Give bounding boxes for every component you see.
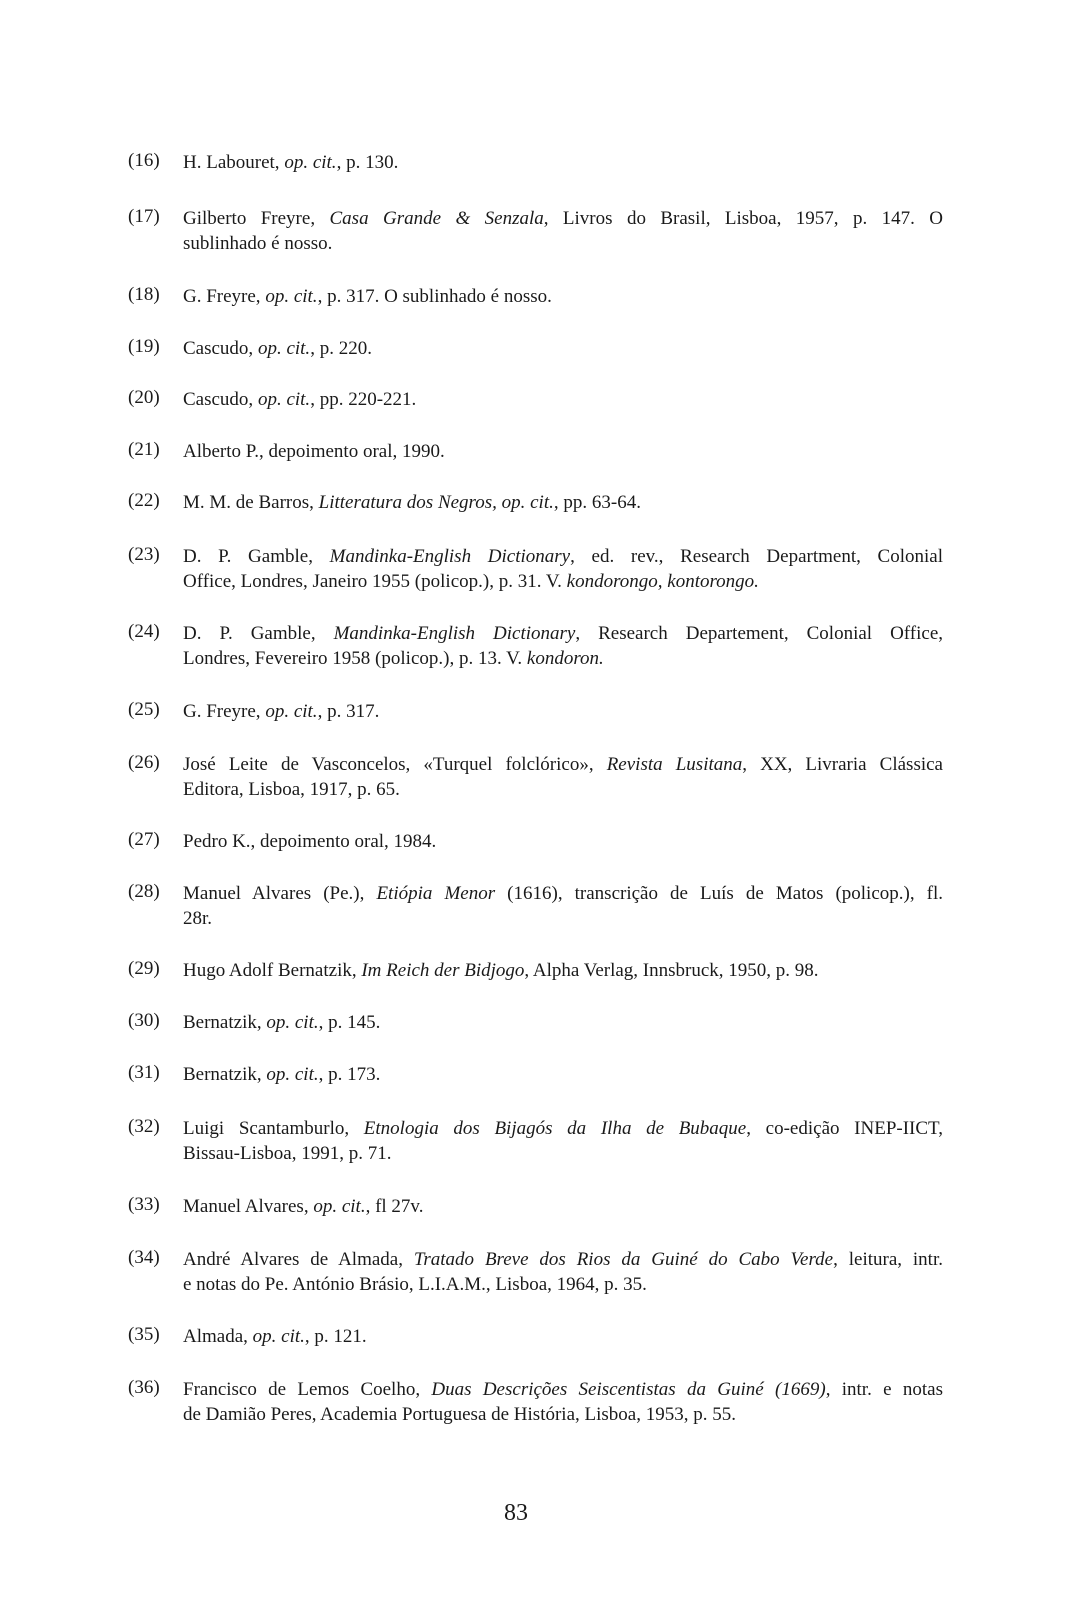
footnote-text bbox=[183, 958, 943, 983]
footnote-text bbox=[183, 387, 943, 412]
italic-title: op. cit. bbox=[265, 701, 318, 722]
footnote-line bbox=[183, 206, 943, 231]
footnote-number: (25) bbox=[128, 699, 160, 720]
footnote-text bbox=[183, 881, 943, 931]
text-segment: Gilberto Freyre, bbox=[183, 208, 330, 229]
text-segment: Manuel Alvares (Pe.), bbox=[183, 883, 377, 904]
text-segment: , p. 121. bbox=[304, 1326, 367, 1347]
text-segment: e notas do Pe. António Brásio, L.I.A.M., Lisboa, 1964, p. 35. bbox=[183, 1274, 647, 1295]
text-segment: , co-edição INEP-IICT, bbox=[746, 1118, 943, 1139]
footnote-line bbox=[183, 1272, 943, 1297]
text-segment: , Research Departement, Colonial Office, bbox=[575, 623, 943, 644]
italic-title: op. cit. bbox=[252, 1326, 305, 1347]
footnote-line bbox=[183, 829, 943, 854]
text-segment: , p. 130. bbox=[336, 152, 399, 173]
footnote-line bbox=[183, 646, 943, 671]
text-segment: Luigi Scantamburlo, bbox=[183, 1118, 364, 1139]
text-segment: Manuel Alvares, bbox=[183, 1196, 314, 1217]
footnote-number: (21) bbox=[128, 439, 160, 460]
footnote-line bbox=[183, 336, 943, 361]
italic-title: op. cit. bbox=[284, 152, 337, 173]
text-segment: sublinhado é nosso. bbox=[183, 233, 333, 254]
footnote-text bbox=[183, 1247, 943, 1297]
text-segment: D. P. Gamble, bbox=[183, 623, 334, 644]
footnote-number: (23) bbox=[128, 544, 160, 565]
text-segment: , ed. rev., Research Department, Colonial bbox=[570, 546, 944, 567]
footnote-line bbox=[183, 1062, 943, 1087]
text-segment: de Damião Peres, Academia Portuguesa de História, Lisboa, 1953, p. 55. bbox=[183, 1404, 736, 1425]
footnote-text bbox=[183, 544, 943, 594]
text-segment: Hugo Adolf Bernatzik, bbox=[183, 960, 362, 981]
footnote-line bbox=[183, 1194, 943, 1219]
footnote-text bbox=[183, 490, 943, 515]
footnote-number: (33) bbox=[128, 1194, 160, 1215]
footnote-number: (24) bbox=[128, 621, 160, 642]
text-segment: Pedro K., depoimento oral, 1984. bbox=[183, 831, 437, 852]
text-segment: , p. 145. bbox=[318, 1012, 381, 1033]
footnote-text bbox=[183, 439, 943, 464]
italic-title: Im Reich der Bidjogo bbox=[361, 960, 525, 981]
footnote-text bbox=[183, 752, 943, 802]
footnote-text bbox=[183, 206, 943, 256]
text-segment: Bissau-Lisboa, 1991, p. 71. bbox=[183, 1143, 392, 1164]
text-segment: Cascudo, bbox=[183, 389, 258, 410]
text-segment: (1616), transcrição de Luís de Matos (policop.), fl. bbox=[495, 883, 944, 904]
text-segment: , Alpha Verlag, Innsbruck, 1950, p. 98. bbox=[524, 960, 819, 981]
italic-title: Mandinka-English Dictionary bbox=[329, 546, 571, 567]
text-segment: Office, Londres, Janeiro 1955 (policop.), p. 31. V. bbox=[183, 571, 567, 592]
footnote-line bbox=[183, 1377, 943, 1402]
footnote-number: (32) bbox=[128, 1116, 160, 1137]
text-segment: José Leite de Vasconcelos, «Turquel folclórico», bbox=[183, 754, 607, 775]
text-segment: G. Freyre, bbox=[183, 701, 266, 722]
footnote-line bbox=[183, 699, 943, 724]
italic-title: op. cit. bbox=[265, 286, 318, 307]
footnote-number: (31) bbox=[128, 1062, 160, 1083]
footnote-number: (26) bbox=[128, 752, 160, 773]
page-number: 83 bbox=[504, 1500, 528, 1526]
footnote-line bbox=[183, 1402, 943, 1427]
italic-title: op. cit. bbox=[266, 1012, 319, 1033]
text-segment: Londres, Fevereiro 1958 (policop.), p. 13. V. bbox=[183, 648, 527, 669]
footnote-text bbox=[183, 150, 943, 175]
text-segment: , Livros do Brasil, Lisboa, 1957, p. 147. O bbox=[543, 208, 944, 229]
text-segment: , p. 317. O sublinhado é nosso. bbox=[317, 286, 552, 307]
italic-title: op. cit. bbox=[257, 338, 311, 359]
text-segment: , XX, Livraria Clássica bbox=[742, 754, 943, 775]
footnote-line bbox=[183, 569, 943, 594]
italic-title: Mandinka-English Dictionary bbox=[333, 623, 576, 644]
italic-title: op. cit. bbox=[257, 389, 311, 410]
footnote-text bbox=[183, 1194, 943, 1219]
footnote-text bbox=[183, 621, 943, 671]
footnote-text bbox=[183, 1062, 943, 1087]
text-segment: , pp. 63-64. bbox=[553, 492, 641, 513]
italic-title: op. cit. bbox=[313, 1196, 366, 1217]
footnote-line bbox=[183, 439, 943, 464]
italic-title: Duas Descrições Seiscentistas da Guiné (1669) bbox=[431, 1379, 826, 1400]
text-segment: Bernatzik, bbox=[183, 1064, 267, 1085]
footnote-line bbox=[183, 1116, 943, 1141]
footnote-number: (17) bbox=[128, 206, 160, 227]
footnote-line bbox=[183, 1141, 943, 1166]
footnote-number: (20) bbox=[128, 387, 160, 408]
footnote-line bbox=[183, 777, 943, 802]
footnote-text bbox=[183, 1010, 943, 1035]
footnote-line bbox=[183, 284, 943, 309]
footnote-line bbox=[183, 1010, 943, 1035]
text-segment: D. P. Gamble, bbox=[183, 546, 330, 567]
text-segment: M. M. de Barros, bbox=[183, 492, 319, 513]
footnote-text bbox=[183, 829, 943, 854]
footnote-number: (27) bbox=[128, 829, 160, 850]
footnote-line bbox=[183, 1247, 943, 1272]
footnote-number: (36) bbox=[128, 1377, 160, 1398]
footnote-number: (16) bbox=[128, 150, 160, 171]
text-segment: , fl 27v. bbox=[365, 1196, 424, 1217]
italic-title: Casa Grande & Senzala bbox=[329, 208, 544, 229]
footnote-line bbox=[183, 387, 943, 412]
footnote-line bbox=[183, 1324, 943, 1349]
footnote-number: (28) bbox=[128, 881, 160, 902]
text-segment: , leitura, intr. bbox=[833, 1249, 943, 1270]
footnote-line bbox=[183, 752, 943, 777]
text-segment: Cascudo, bbox=[183, 338, 258, 359]
footnote-text bbox=[183, 336, 943, 361]
footnote-number: (19) bbox=[128, 336, 160, 357]
text-segment: , p. 173. bbox=[318, 1064, 381, 1085]
footnote-text bbox=[183, 1324, 943, 1349]
footnote-text bbox=[183, 1377, 943, 1427]
text-segment: Francisco de Lemos Coelho, bbox=[183, 1379, 432, 1400]
footnote-line bbox=[183, 621, 943, 646]
text-segment: Alberto P., depoimento oral, 1990. bbox=[183, 441, 445, 462]
text-segment: André Alvares de Almada, bbox=[183, 1249, 414, 1270]
text-segment: Almada, bbox=[183, 1326, 253, 1347]
footnote-line bbox=[183, 958, 943, 983]
text-segment: 28r. bbox=[183, 908, 213, 929]
footnote-number: (35) bbox=[128, 1324, 160, 1345]
footnote-number: (29) bbox=[128, 958, 160, 979]
footnote-number: (34) bbox=[128, 1247, 160, 1268]
italic-title: Revista Lusitana bbox=[606, 754, 743, 775]
italic-title: Litteratura dos Negros, op. cit. bbox=[318, 492, 554, 513]
footnote-text bbox=[183, 284, 943, 309]
italic-title: Etnologia dos Bijagós da Ilha de Bubaque bbox=[363, 1118, 747, 1139]
italic-title: kondoron. bbox=[526, 648, 604, 669]
footnote-number: (30) bbox=[128, 1010, 160, 1031]
footnote-line bbox=[183, 490, 943, 515]
text-segment: , intr. e notas bbox=[825, 1379, 943, 1400]
text-segment: H. Labouret, bbox=[183, 152, 285, 173]
footnote-line bbox=[183, 881, 943, 906]
text-segment: , pp. 220-221. bbox=[310, 389, 417, 410]
italic-title: Tratado Breve dos Rios da Guiné do Cabo Verde bbox=[413, 1249, 834, 1270]
footnote-line bbox=[183, 544, 943, 569]
footnote-number: (18) bbox=[128, 284, 160, 305]
text-segment: Editora, Lisboa, 1917, p. 65. bbox=[183, 779, 400, 800]
text-segment: Bernatzik, bbox=[183, 1012, 267, 1033]
footnote-number: (22) bbox=[128, 490, 160, 511]
text-segment: , p. 220. bbox=[310, 338, 372, 359]
italic-title: op. cit. bbox=[266, 1064, 319, 1085]
italic-title: Etiópia Menor bbox=[376, 883, 496, 904]
footnote-line bbox=[183, 906, 943, 931]
footnote-text bbox=[183, 1116, 943, 1166]
italic-title: kondorongo, kontorongo. bbox=[566, 571, 759, 592]
footnote-line bbox=[183, 150, 943, 175]
text-segment: , p. 317. bbox=[317, 701, 380, 722]
footnote-line bbox=[183, 231, 943, 256]
footnote-text bbox=[183, 699, 943, 724]
text-segment: G. Freyre, bbox=[183, 286, 266, 307]
